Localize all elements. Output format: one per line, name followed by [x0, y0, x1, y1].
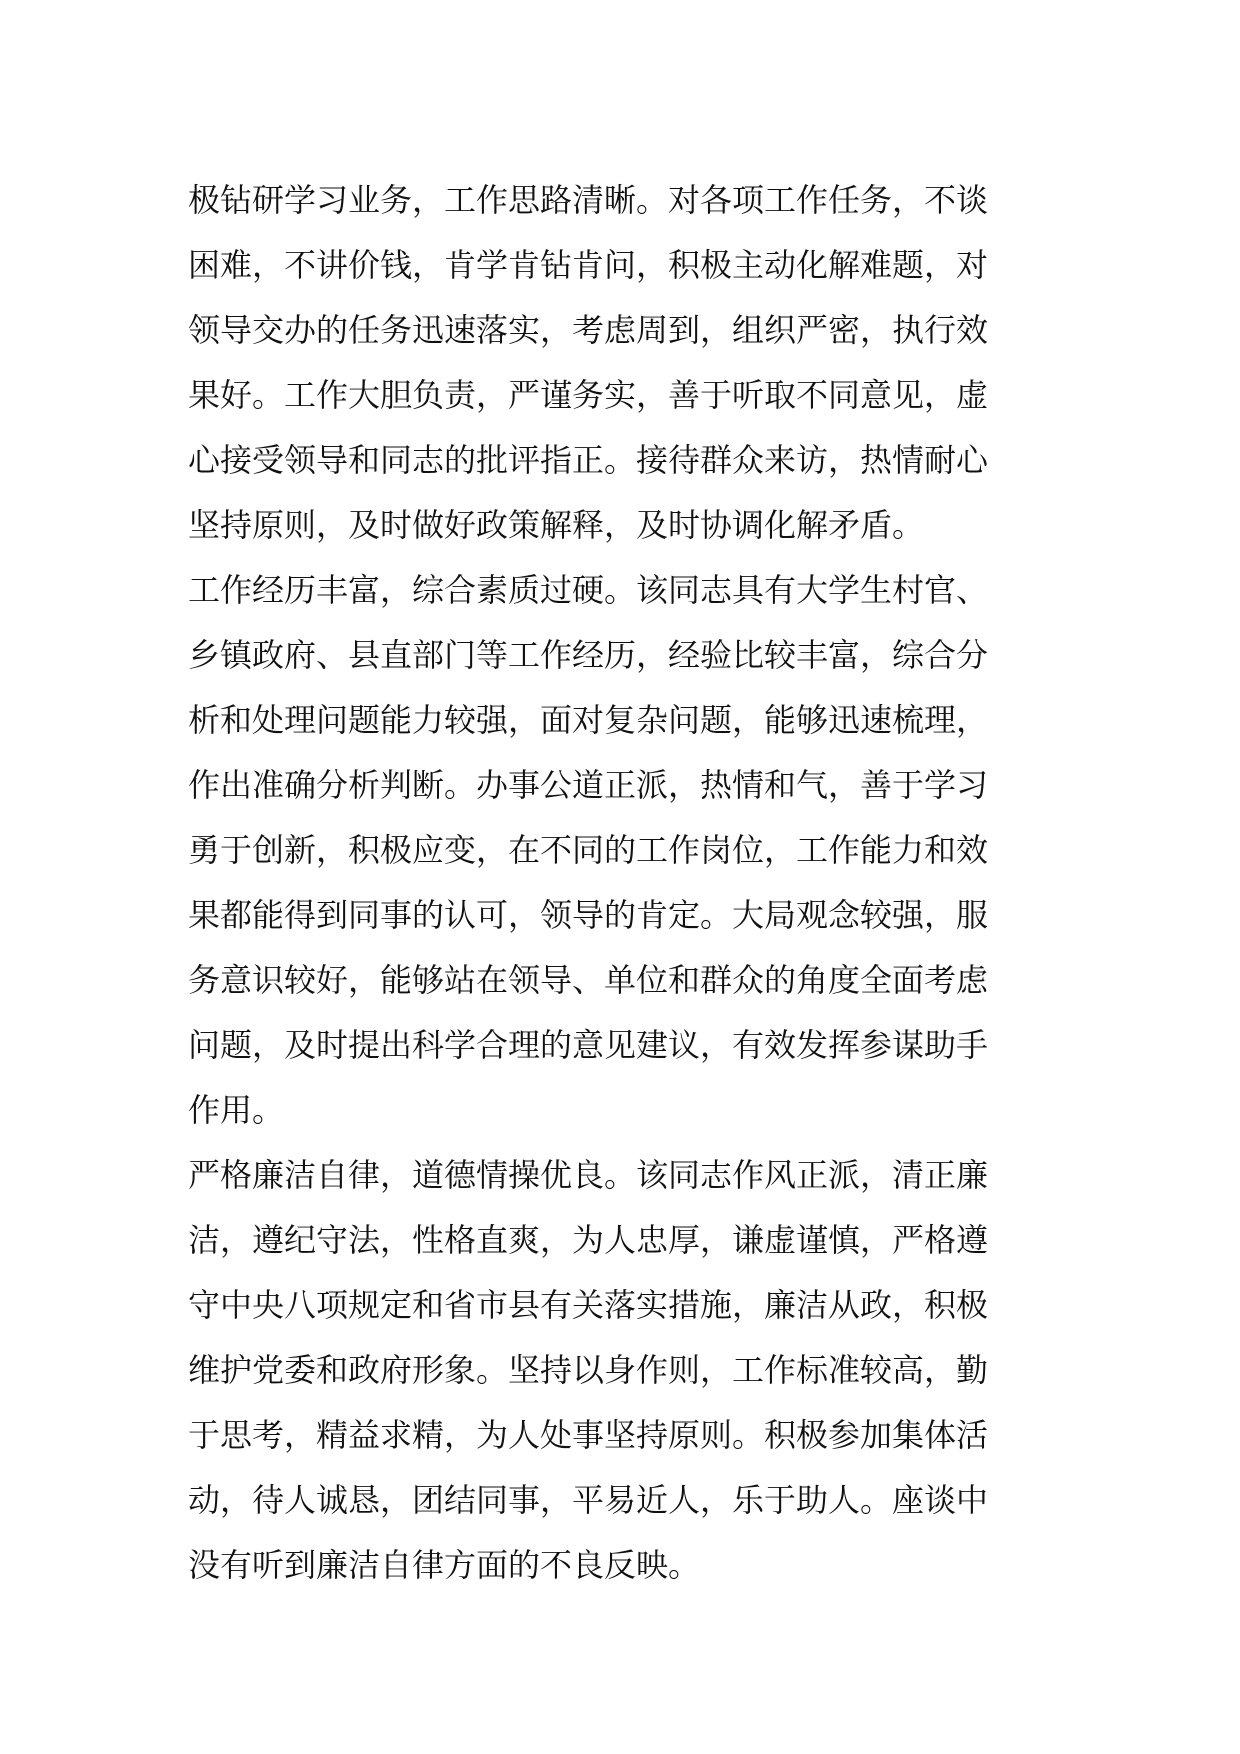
text-line: 于思考，精益求精，为人处事坚持原则。积极参加集体活	[188, 1416, 989, 1454]
text-line: 作出准确分析判断。办事公道正派，热情和气，善于学习	[188, 766, 989, 804]
text-line: 果好。工作大胆负责，严谨务实，善于听取不同意见，虚	[188, 376, 989, 414]
text-line: 工作经历丰富，综合素质过硬。该同志具有大学生村官、	[188, 571, 989, 609]
text-line: 勇于创新，积极应变，在不同的工作岗位，工作能力和效	[188, 831, 989, 869]
paragraph-integrity	[188, 1143, 1068, 1598]
text-line: 困难，不讲价钱，肯学肯钻肯问，积极主动化解难题，对	[188, 246, 989, 284]
text-line: 维护党委和政府形象。坚持以身作则，工作标准较高，勤	[188, 1351, 989, 1389]
text-line: 动，待人诚恳，团结同事，平易近人，乐于助人。座谈中	[188, 1481, 989, 1519]
text-line: 没有听到廉洁自律方面的不良反映。	[188, 1546, 701, 1584]
text-line: 严格廉洁自律，道德情操优良。该同志作风正派，清正廉	[188, 1156, 989, 1194]
document-body	[188, 168, 1068, 1598]
text-line: 领导交办的任务迅速落实，考虑周到，组织严密，执行效	[188, 311, 989, 349]
text-line: 极钻研学习业务，工作思路清晰。对各项工作任务，不谈	[188, 181, 989, 219]
paragraph-work-experience	[188, 558, 1068, 1143]
text-line: 心接受领导和同志的批评指正。接待群众来访，热情耐心	[188, 441, 989, 479]
text-line: 作用。	[188, 1091, 285, 1129]
text-line: 析和处理问题能力较强，面对复杂问题，能够迅速梳理，	[188, 701, 989, 739]
text-line: 果都能得到同事的认可，领导的肯定。大局观念较强，服	[188, 896, 989, 934]
paragraph-work-attitude	[188, 168, 1068, 558]
text-line: 问题，及时提出科学合理的意见建议，有效发挥参谋助手	[188, 1026, 989, 1064]
text-line: 洁，遵纪守法，性格直爽，为人忠厚，谦虚谨慎，严格遵	[188, 1221, 989, 1259]
text-line: 务意识较好，能够站在领导、单位和群众的角度全面考虑	[188, 961, 989, 999]
text-line: 坚持原则，及时做好政策解释，及时协调化解矛盾。	[188, 506, 925, 544]
text-line: 乡镇政府、县直部门等工作经历，经验比较丰富，综合分	[188, 636, 989, 674]
text-line: 守中央八项规定和省市县有关落实措施，廉洁从政，积极	[188, 1286, 989, 1324]
